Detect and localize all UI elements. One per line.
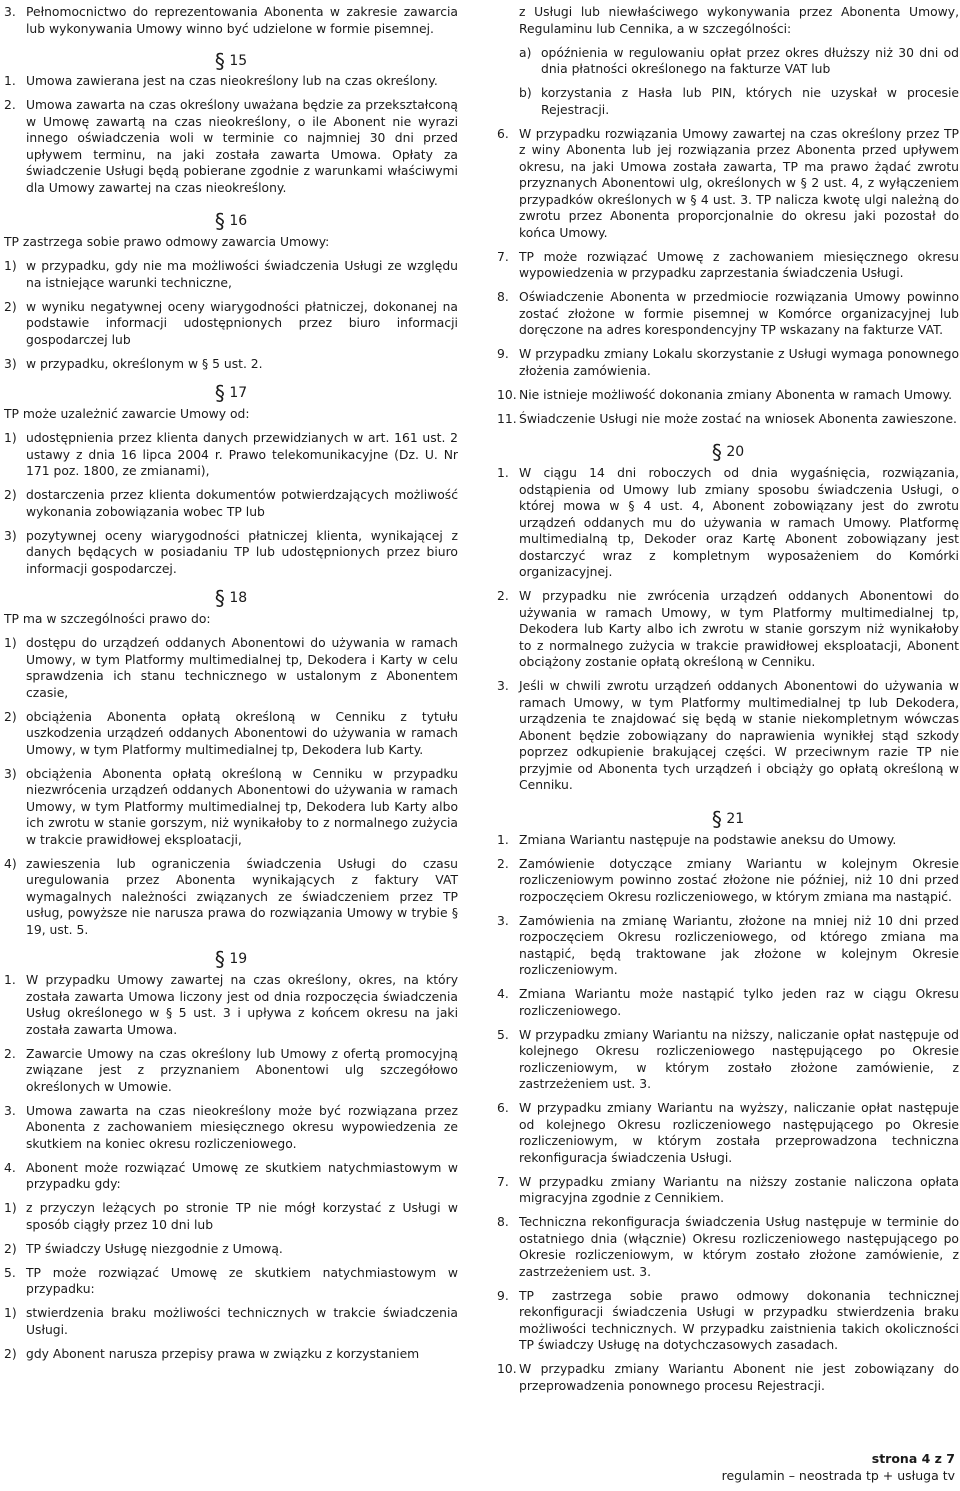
paragraph: TP ma w szczególności prawo do: (4, 612, 211, 626)
list-item: 5. TP może rozwiązać Umowę ze skutkiem natychmiastowym w przypadku: (4, 1265, 458, 1296)
page-footer (722, 1450, 955, 1484)
list-item: 9. W przypadku zmiany Lokalu skorzystanie z Usługi wymaga ponownego złożenia zamówienia. (497, 347, 959, 378)
list-item: 1. W przypadku Umowy zawartej na czas określony, okres, na który została zawarta Umowa liczony jest od dnia rozpoczęcia świadczenia Usług określonego w § 5 ust. 3 i upływa z końcem okresu na jaki została zawarta Umowa. (4, 973, 458, 1037)
list-item: 4. Abonent może rozwiązać Umowę ze skutkiem natychmiastowym w przypadku gdy: (4, 1160, 458, 1191)
list-item: 8. Oświadczenie Abonenta w przedmiocie rozwiązania Umowy powinno zostać złożone w formie pisemnej w Komórce organizacyjnej lub doręczone na adres korespondencyjny TP wskazany na fakturze VAT. (497, 290, 959, 337)
list-item: 9. TP zastrzega sobie prawo odmowy dokonania technicznej rekonfiguracji świadczenia Usługi w przypadku stwierdzenia braku możliwości technicznych. W przypadku zaistnienia takich okoliczności TP świadczy Usługę na dotychczasowych zasadach. (497, 1288, 959, 1352)
document-name: regulamin – neostrada tp + usługa tv (721, 1468, 955, 1483)
list-item: 3) obciążenia Abonenta opłatą określoną w Cenniku w przypadku niezwrócenia urządzeń oddanych Abonentowi do używania w ramach Umowy, w tym Platformy multimedialnej tp, Dekodera lub Karty albo ich zwrotu w stanie gorszym, niż wynikałoby to z normalnego zużycia w trakcie prawidłowej eksploatacji, (4, 766, 458, 847)
list-item: 6. W przypadku zmiany Wariantu na wyższy, naliczanie opłat następuje od kolejnego Okresu rozliczeniowego następującego po Okresie rozliczeniowym, w którym została przeprowadzona techniczna rekonfiguracja świadczenia Usługi. (497, 1101, 959, 1165)
section-heading: § 21 (711, 806, 745, 831)
list-item: b) korzystania z Hasła lub PIN, których nie uzyskał w procesie Rejestracji. (519, 86, 959, 117)
list-item: 3. Zamówienia na zmianę Wariantu, złożone na mniej niż 10 dni przed rozpoczęciem Okresu rozliczeniowego, od którego zmiana ma nastąpić, będą traktowane jak złożone w kolejnym Okresie rozliczeniowym. (497, 913, 959, 977)
section-heading: § 18 (214, 586, 248, 610)
list-item: 10. Nie istnieje możliwość dokonania zmiany Abonenta w ramach Umowy. (497, 387, 953, 402)
paragraph: z Usługi lub niewłaściwego wykonywania przez Abonenta Umowy, Regulaminu lub Cennika, a w szczególności: (519, 5, 959, 36)
list-item: 1) z przyczyn leżących po stronie TP nie mógł korzystać z Usługi w sposób ciągły przez 10 dni lub (4, 1201, 458, 1232)
list-item: 4) zawieszenia lub ograniczenia świadczenia Usługi do czasu uregulowania przez Abonenta wynikających z faktury VAT wymagalnych należności związanych ze świadczeniem przez TP usług, powyższe nie narusza prawa do rozwiązania Umowy w trybie § 19, ust. 5. (4, 856, 458, 937)
list-item: 2) gdy Abonent narusza przepisy prawa w związku z korzystaniem (4, 1346, 420, 1361)
list-item: 3. Pełnomocnictwo do reprezentowania Abonenta w zakresie zawarcia lub wykonywania Umowy winno być udzielone w formie pisemnej. (4, 5, 458, 36)
list-item: 3. Jeśli w chwili zwrotu urządzeń oddanych Abonentowi do używania w ramach Umowy, w tym Platformy multimedialnej tp lub Dekodera, urządzenia te znajdować się będą w stanie niekompletnym wówczas Abonent będzie zobowiązany do naprawienia wynikłej stąd szkody poprzez odkupienie brakującej części. W przeciwnym razie TP nie przyjmie od Abonenta tych urządzeń i obciąży go opłatą określoną w Cenniku. (497, 679, 959, 792)
left-column (4, 0, 458, 1370)
list-item: 10. W przypadku zmiany Wariantu Abonent nie jest zobowiązany do przeprowadzenia ponownego procesu Rejestracji. (497, 1362, 959, 1393)
list-item: 5. W przypadku zmiany Wariantu na niższy, naliczanie opłat następuje od kolejnego Okresu rozliczeniowego następującego po Okresie rozliczeniowym, w którym zostało złożone zamówienie, z zastrzeżeniem ust. 3. (497, 1027, 959, 1091)
list-item: 3) w przypadku, określonym w § 5 ust. 2. (4, 356, 263, 371)
section-heading: § 16 (214, 209, 248, 233)
list-item: 2. Umowa zawarta na czas określony uważana będzie za przekształconą w Umowę zawartą na czas nieokreślony, o ile Abonent nie wyrazi innego oświadczenia woli w terminie co najmniej 30 dni przed upływem terminu, na jaki została zawarta Umowa. Opłaty za świadczenie Usługi będą pobierane zgodnie z warunkami właściwymi dla Umowy zawartej na czas nieokreślony. (4, 98, 458, 195)
list-item: 1. Umowa zawierana jest na czas nieokreślony lub na czas określony. (4, 74, 438, 88)
list-item: 2. Zawarcie Umowy na czas określony lub Umowy z ofertą promocyjną związane jest z przyznaniem Abonentowi ulg szczegółowo określonych w Umowie. (4, 1046, 458, 1094)
section-heading: § 15 (214, 49, 248, 73)
list-item: 4. Zmiana Wariantu może nastąpić tylko jeden raz w ciągu Okresu rozliczeniowego. (497, 987, 959, 1018)
list-item: 3. Umowa zawarta na czas nieokreślony może być rozwiązana przez Abonenta z zachowaniem miesięcznego okresu wypowiedzenia ze skutkiem na koniec okresu rozliczeniowego. (4, 1103, 458, 1151)
list-item: 11. Świadczenie Usługi nie może zostać na wniosek Abonenta zawieszone. (497, 411, 957, 426)
list-item: 1. W ciągu 14 dni roboczych od dnia wygaśnięcia, rozwiązania, odstąpienia od Umowy lub zmiany sposobu świadczenia Usługi, o której mowa w § 4 ust. 4, Abonent zobowiązany jest do zwrotu urządzeń oddanych mu do używania w ramach Umowy. Platformę multimedialną tp, Dekoder oraz Kartę Abonent zobowiązany jest dostarczyć wraz z kompletnym wyposażeniem do Komórki organizacyjnej. (497, 466, 959, 579)
paragraph: TP zastrzega sobie prawo odmowy zawarcia Umowy: (4, 235, 330, 249)
list-item: a) opóźnienia w regulowaniu opłat przez okres dłuższy niż 30 dni od dnia płatności określonego na fakturze VAT lub (519, 45, 959, 76)
list-item: 2. Zamówienie dotyczące zmiany Wariantu w kolejnym Okresie rozliczeniowym powinno zostać złożone nie później, niż 10 dni przed rozpoczęciem Okresu rozliczeniowego, w którym zmiana ma nastąpić. (497, 856, 959, 904)
section-heading: § 19 (214, 947, 248, 971)
list-item: 7. TP może rozwiązać Umowę z zachowaniem miesięcznego okresu wypowiedzenia w przypadku zaprzestania świadczenia Usługi. (497, 249, 959, 280)
paragraph: TP może uzależnić zawarcie Umowy od: (4, 407, 250, 421)
list-item: 3) pozytywnej oceny wiarygodności płatniczej klienta, wynikającej z danych będących w posiadaniu TP lub udostępnionych przez biuro informacji gospodarczej. (4, 528, 458, 576)
section-heading: § 17 (214, 381, 248, 405)
list-item: 1) w przypadku, gdy nie ma możliwości świadczenia Usługi ze względu na istniejące warunki techniczne, (4, 259, 458, 290)
list-item: 2) w wyniku negatywnej oceny wiarygodności płatniczej, dokonanej na podstawie informacji udostępnionych przez biuro informacji gospodarczej lub (4, 299, 458, 347)
list-item: 2) TP świadczy Usługę niezgodnie z Umową. (4, 1241, 283, 1256)
list-item: 2. W przypadku nie zwrócenia urządzeń oddanych Abonentowi do używania w ramach Umowy, w tym Platformy multimedialnej tp, Dekodera lub Karty albo ich zwrotu w stanie gorszym niż wynikałoby to z normalnego zużycia w trakcie prawidłowej eksploatacji, Abonent obciążony zostanie opłatą określoną w Cenniku. (497, 589, 959, 669)
list-item: 7. W przypadku zmiany Wariantu na niższy zostanie naliczona opłata migracyjna zgodnie z Cennikiem. (497, 1174, 959, 1205)
list-item: 6. W przypadku rozwiązania Umowy zawartej na czas określony przez TP z winy Abonenta lub jej rozwiązania przez Abonenta przed upływem okresu, na jaki Umowa została zawarta, TP ma prawo żądać zwrotu przyznanych Abonentowi ulg, określonych w § 2 ust. 4, z wyłączeniem przypadków określonych w § 4 ust. 3. TP nalicza kwotę ulgi należną do zwrotu przez Abonenta proporcjonalnie do okresu jaki pozostał do końca Umowy. (497, 126, 959, 240)
page-number: strona 4 z 7 (871, 1451, 955, 1466)
list-item: 1) udostępnienia przez klienta danych przewidzianych w art. 161 ust. 2 ustawy z dnia 16 lipca 2004 r. Prawo telekomunikacyjne (Dz. U. Nr 171 poz. 1800, ze zmianami), (4, 431, 458, 478)
right-column (497, 0, 959, 1402)
list-item: 8. Techniczna rekonfiguracja świadczenia Usług następuje w terminie do ostatniego dnia (włącznie) Okresu rozliczeniowego następującego po Okresie rozliczeniowym, w którym zostało złożone zamówienie, z zastrzeżeniem ust. 3. (497, 1215, 959, 1279)
list-item: 1) dostępu do urządzeń oddanych Abonentowi do używania w ramach Umowy, w tym Platformy multimedialnej tp, Dekodera i Karty w celu sprawdzenia ich stanu technicznego w ustalonym z Abonentem czasie, (4, 636, 458, 700)
list-item: 1. Zmiana Wariantu następuje na podstawie aneksu do Umowy. (497, 832, 897, 847)
list-item: 1) stwierdzenia braku możliwości technicznych w trakcie świadczenia Usługi. (4, 1306, 458, 1337)
list-item: 2) dostarczenia przez klienta dokumentów potwierdzających możliwość wykonania zobowiązania wobec TP lub (4, 488, 458, 519)
list-item: 2) obciążenia Abonenta opłatą określoną w Cenniku z tytułu uszkodzenia urządzeń oddanych Abonentowi do używania w ramach Umowy, w tym Platformy multimedialnej tp, Dekodera lub Karty. (4, 709, 458, 757)
section-heading: § 20 (711, 440, 745, 464)
